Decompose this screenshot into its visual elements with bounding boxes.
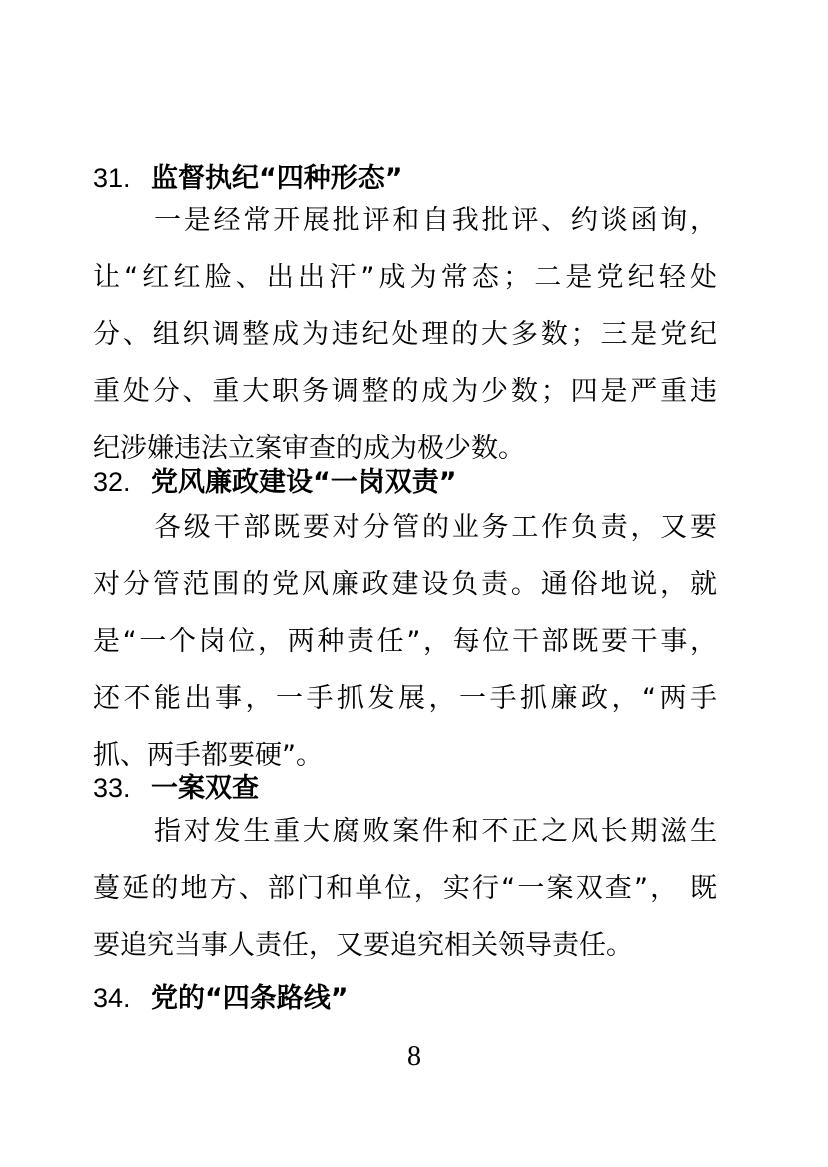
section-heading-31 [93,162,403,195]
body-line: 各级干部既要对分管的业务工作负责，又要 [154,512,717,543]
section-body-32 [93,499,717,784]
body-line: 重处分、重大职务调整的成为少数；四是严重违 [93,376,717,407]
body-line: 还不能出事，一手抓发展，一手抓廉政，“两手 [93,683,717,714]
body-line: 一是经常开展批评和自我批评、约谈函询， [154,205,717,236]
body-line: 抓、两手都要硬”。 [93,740,323,771]
section-heading-32 [93,466,457,499]
body-line: 指对发生重大腐败案件和不正之风长期滋生 [154,816,717,847]
section-number: 33. [93,773,131,803]
body-line: 分、组织调整成为违纪处理的大多数；三是党纪 [93,319,717,350]
section-title: 监督执纪“四种形态” [151,163,403,194]
section-title: 一案双查 [151,773,259,804]
section-number: 34. [93,983,131,1013]
page-number: 8 [407,1041,421,1072]
section-title: 党的“四条路线” [151,983,349,1014]
body-line: 是“一个岗位，两种责任”，每位干部既要干事， [93,626,717,657]
section-heading-33 [93,772,259,805]
body-line: 纪涉嫌违法立案审查的成为极少数。 [93,433,525,464]
section-number: 31. [93,163,131,193]
body-line: 让“红红脸、出出汗”成为常态；二是党纪轻处 [93,262,717,293]
section-body-31 [93,192,717,477]
section-heading-34 [93,982,349,1015]
body-line: 对分管范围的党风廉政建设负责。通俗地说，就 [93,569,717,600]
section-body-33 [93,803,717,974]
section-number: 32. [93,467,131,497]
body-line: 蔓延的地方、部门和单位，实行“一案双查”， 既 [93,873,717,904]
body-line: 要追究当事人责任，又要追究相关领导责任。 [93,930,633,961]
section-title: 党风廉政建设“一岗双责” [151,467,457,498]
